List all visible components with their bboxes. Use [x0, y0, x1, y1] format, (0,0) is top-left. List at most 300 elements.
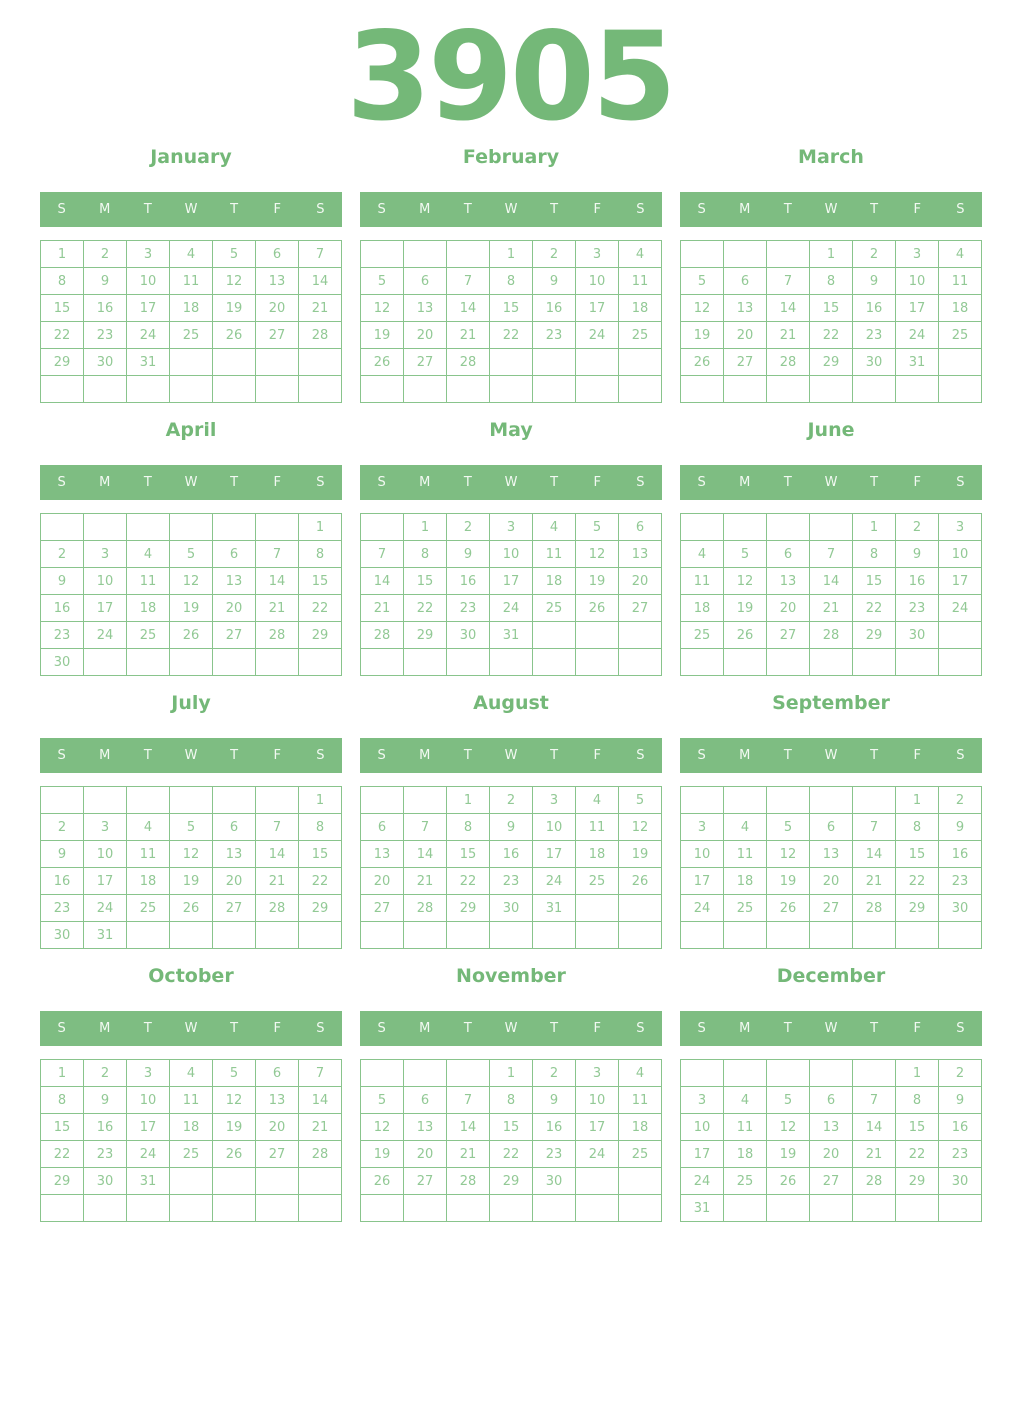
day-cell: 3 — [681, 1087, 724, 1114]
empty-day-cell — [170, 1195, 213, 1222]
empty-day-cell — [447, 1060, 490, 1087]
day-cell: 23 — [896, 595, 939, 622]
day-cell: 11 — [619, 268, 662, 295]
weekday-header-row — [40, 1011, 342, 1046]
day-cell: 16 — [533, 1114, 576, 1141]
empty-day-cell — [490, 922, 533, 949]
empty-day-cell — [724, 649, 767, 676]
day-cell: 8 — [853, 541, 896, 568]
day-cell: 9 — [533, 268, 576, 295]
weekday-label: S — [956, 1021, 965, 1036]
day-cell: 5 — [170, 814, 213, 841]
week-row — [361, 322, 662, 349]
day-cell: 14 — [853, 1114, 896, 1141]
week-row — [681, 841, 982, 868]
empty-day-cell — [681, 787, 724, 814]
day-cell: 13 — [619, 541, 662, 568]
day-cell: 21 — [810, 595, 853, 622]
day-cell: 15 — [896, 841, 939, 868]
weekday-label: T — [463, 1021, 472, 1036]
empty-day-cell — [724, 922, 767, 949]
day-cell: 17 — [533, 841, 576, 868]
day-cell: 8 — [404, 541, 447, 568]
day-cell: 20 — [404, 1141, 447, 1168]
day-cell: 18 — [170, 295, 213, 322]
day-cell: 5 — [213, 241, 256, 268]
empty-day-cell — [767, 1060, 810, 1087]
week-row — [41, 649, 342, 676]
weekday-label: M — [99, 1021, 111, 1036]
weekday-label: W — [184, 1021, 198, 1036]
empty-day-cell — [404, 1060, 447, 1087]
day-cell: 19 — [361, 322, 404, 349]
weekday-label: T — [143, 475, 152, 490]
weekday-label: S — [316, 748, 325, 763]
week-row — [41, 349, 342, 376]
empty-day-cell — [170, 787, 213, 814]
month-grid — [680, 240, 982, 403]
day-cell: 2 — [853, 241, 896, 268]
day-cell: 8 — [41, 268, 84, 295]
empty-day-cell — [299, 1195, 342, 1222]
day-cell: 26 — [619, 868, 662, 895]
week-row — [681, 268, 982, 295]
day-cell: 12 — [619, 814, 662, 841]
month-grid — [680, 786, 982, 949]
weekday-label: S — [697, 202, 706, 217]
weekday-label: F — [593, 748, 602, 763]
empty-day-cell — [299, 349, 342, 376]
day-cell: 17 — [84, 868, 127, 895]
day-cell: 21 — [767, 322, 810, 349]
empty-day-cell — [299, 376, 342, 403]
day-cell: 6 — [810, 814, 853, 841]
empty-day-cell — [256, 649, 299, 676]
week-row — [681, 541, 982, 568]
weekday-label: W — [504, 475, 518, 490]
weekday-label: T — [230, 748, 239, 763]
week-row — [681, 322, 982, 349]
day-cell: 25 — [724, 895, 767, 922]
weekday-label: F — [593, 202, 602, 217]
empty-day-cell — [84, 1195, 127, 1222]
day-cell: 23 — [41, 622, 84, 649]
empty-day-cell — [127, 1195, 170, 1222]
day-cell: 5 — [767, 1087, 810, 1114]
weekday-label: S — [697, 1021, 706, 1036]
weekday-header-row — [680, 738, 982, 773]
empty-day-cell — [127, 514, 170, 541]
empty-day-cell — [619, 649, 662, 676]
day-cell: 31 — [896, 349, 939, 376]
day-cell: 20 — [619, 568, 662, 595]
weekday-label: W — [824, 748, 838, 763]
empty-day-cell — [41, 787, 84, 814]
weekday-label: T — [230, 1021, 239, 1036]
week-row — [681, 514, 982, 541]
day-cell: 9 — [447, 541, 490, 568]
day-cell: 27 — [810, 1168, 853, 1195]
day-cell: 21 — [299, 1114, 342, 1141]
empty-day-cell — [213, 1195, 256, 1222]
day-cell: 24 — [939, 595, 982, 622]
month-section-august — [360, 692, 662, 949]
day-cell: 15 — [447, 841, 490, 868]
day-cell: 24 — [576, 322, 619, 349]
day-cell: 17 — [84, 595, 127, 622]
day-cell: 25 — [533, 595, 576, 622]
empty-day-cell — [939, 376, 982, 403]
day-cell: 25 — [576, 868, 619, 895]
day-cell: 30 — [84, 349, 127, 376]
day-cell: 10 — [127, 268, 170, 295]
week-row — [41, 376, 342, 403]
weekday-label: F — [273, 1021, 282, 1036]
empty-day-cell — [767, 1195, 810, 1222]
empty-day-cell — [361, 1060, 404, 1087]
day-cell: 3 — [127, 241, 170, 268]
day-cell: 22 — [490, 1141, 533, 1168]
day-cell: 19 — [619, 841, 662, 868]
week-row — [681, 1060, 982, 1087]
day-cell: 10 — [533, 814, 576, 841]
empty-day-cell — [619, 376, 662, 403]
weekday-label: M — [419, 202, 431, 217]
day-cell: 13 — [724, 295, 767, 322]
week-row — [361, 541, 662, 568]
day-cell: 10 — [490, 541, 533, 568]
month-grid — [40, 240, 342, 403]
weekday-label: T — [463, 748, 472, 763]
empty-day-cell — [939, 922, 982, 949]
day-cell: 7 — [256, 814, 299, 841]
week-row — [41, 622, 342, 649]
empty-day-cell — [767, 514, 810, 541]
day-cell: 4 — [619, 241, 662, 268]
month-title: January — [150, 146, 232, 168]
empty-day-cell — [213, 922, 256, 949]
empty-day-cell — [213, 649, 256, 676]
day-cell: 29 — [41, 1168, 84, 1195]
day-cell: 11 — [170, 268, 213, 295]
day-cell: 7 — [810, 541, 853, 568]
weekday-label: T — [550, 748, 559, 763]
day-cell: 28 — [361, 622, 404, 649]
empty-day-cell — [576, 922, 619, 949]
day-cell: 4 — [533, 514, 576, 541]
day-cell: 9 — [84, 1087, 127, 1114]
weekday-label: F — [913, 748, 922, 763]
month-title: June — [807, 419, 855, 441]
weekday-label: F — [913, 1021, 922, 1036]
day-cell: 1 — [490, 241, 533, 268]
day-cell: 18 — [724, 868, 767, 895]
empty-day-cell — [170, 922, 213, 949]
day-cell: 19 — [213, 295, 256, 322]
empty-day-cell — [404, 241, 447, 268]
month-title: February — [462, 146, 560, 168]
empty-day-cell — [84, 787, 127, 814]
weekday-label: T — [550, 1021, 559, 1036]
day-cell: 19 — [681, 322, 724, 349]
month-title: August — [473, 692, 549, 714]
empty-day-cell — [84, 376, 127, 403]
day-cell: 5 — [361, 268, 404, 295]
day-cell: 22 — [41, 1141, 84, 1168]
day-cell: 12 — [724, 568, 767, 595]
day-cell: 19 — [724, 595, 767, 622]
day-cell: 15 — [853, 568, 896, 595]
weekday-header-row — [40, 738, 342, 773]
month-section-may — [360, 419, 662, 676]
empty-day-cell — [213, 514, 256, 541]
day-cell: 23 — [533, 322, 576, 349]
empty-day-cell — [404, 1195, 447, 1222]
week-row — [361, 1060, 662, 1087]
day-cell: 5 — [361, 1087, 404, 1114]
week-row — [681, 595, 982, 622]
day-cell: 9 — [896, 541, 939, 568]
month-section-january — [40, 146, 342, 403]
day-cell: 10 — [84, 568, 127, 595]
weekday-label: S — [956, 475, 965, 490]
month-grid — [360, 513, 662, 676]
day-cell: 21 — [256, 868, 299, 895]
empty-day-cell — [213, 1168, 256, 1195]
empty-day-cell — [619, 1195, 662, 1222]
empty-day-cell — [939, 349, 982, 376]
day-cell: 4 — [939, 241, 982, 268]
empty-day-cell — [853, 376, 896, 403]
empty-day-cell — [127, 649, 170, 676]
day-cell: 18 — [939, 295, 982, 322]
day-cell: 17 — [127, 1114, 170, 1141]
weekday-label: S — [57, 1021, 66, 1036]
weekday-label: M — [419, 748, 431, 763]
weekday-label: S — [636, 748, 645, 763]
empty-day-cell — [576, 1195, 619, 1222]
weekday-label: T — [783, 475, 792, 490]
day-cell: 23 — [939, 868, 982, 895]
month-section-april — [40, 419, 342, 676]
empty-day-cell — [256, 376, 299, 403]
empty-day-cell — [619, 922, 662, 949]
day-cell: 11 — [724, 841, 767, 868]
day-cell: 9 — [84, 268, 127, 295]
month-title: November — [456, 965, 566, 987]
empty-day-cell — [533, 649, 576, 676]
day-cell: 18 — [619, 1114, 662, 1141]
week-row — [361, 595, 662, 622]
week-row — [361, 1087, 662, 1114]
day-cell: 27 — [767, 622, 810, 649]
month-section-december — [680, 965, 982, 1222]
day-cell: 28 — [256, 895, 299, 922]
empty-day-cell — [41, 514, 84, 541]
day-cell: 7 — [299, 241, 342, 268]
week-row — [681, 814, 982, 841]
day-cell: 20 — [810, 1141, 853, 1168]
week-row — [41, 1060, 342, 1087]
weekday-label: S — [956, 202, 965, 217]
day-cell: 6 — [361, 814, 404, 841]
day-cell: 31 — [490, 622, 533, 649]
day-cell: 12 — [681, 295, 724, 322]
day-cell: 14 — [361, 568, 404, 595]
month-grid — [680, 513, 982, 676]
day-cell: 18 — [533, 568, 576, 595]
empty-day-cell — [853, 1060, 896, 1087]
empty-day-cell — [447, 1195, 490, 1222]
day-cell: 23 — [853, 322, 896, 349]
empty-day-cell — [767, 649, 810, 676]
day-cell: 9 — [853, 268, 896, 295]
day-cell: 24 — [681, 895, 724, 922]
weekday-label: S — [636, 1021, 645, 1036]
day-cell: 1 — [447, 787, 490, 814]
empty-day-cell — [256, 349, 299, 376]
empty-day-cell — [490, 649, 533, 676]
day-cell: 6 — [767, 541, 810, 568]
weekday-header-row — [360, 1011, 662, 1046]
day-cell: 15 — [299, 841, 342, 868]
empty-day-cell — [361, 376, 404, 403]
day-cell: 1 — [810, 241, 853, 268]
day-cell: 11 — [681, 568, 724, 595]
empty-day-cell — [939, 622, 982, 649]
empty-day-cell — [361, 241, 404, 268]
day-cell: 27 — [404, 1168, 447, 1195]
day-cell: 4 — [127, 541, 170, 568]
day-cell: 14 — [404, 841, 447, 868]
day-cell: 6 — [213, 814, 256, 841]
day-cell: 2 — [939, 1060, 982, 1087]
empty-day-cell — [41, 1195, 84, 1222]
day-cell: 30 — [896, 622, 939, 649]
day-cell: 19 — [170, 868, 213, 895]
week-row — [361, 787, 662, 814]
day-cell: 26 — [213, 1141, 256, 1168]
empty-day-cell — [256, 1195, 299, 1222]
empty-day-cell — [170, 649, 213, 676]
weekday-label: S — [316, 475, 325, 490]
weekday-header-row — [680, 1011, 982, 1046]
empty-day-cell — [810, 514, 853, 541]
day-cell: 19 — [170, 595, 213, 622]
calendar-grid — [0, 124, 1020, 1222]
day-cell: 14 — [853, 841, 896, 868]
weekday-label: F — [273, 748, 282, 763]
day-cell: 3 — [939, 514, 982, 541]
empty-day-cell — [404, 787, 447, 814]
weekday-label: M — [419, 475, 431, 490]
day-cell: 9 — [533, 1087, 576, 1114]
month-section-march — [680, 146, 982, 403]
weekday-label: T — [870, 748, 879, 763]
empty-day-cell — [404, 922, 447, 949]
day-cell: 12 — [213, 1087, 256, 1114]
day-cell: 7 — [447, 1087, 490, 1114]
empty-day-cell — [810, 1060, 853, 1087]
day-cell: 5 — [213, 1060, 256, 1087]
day-cell: 2 — [447, 514, 490, 541]
empty-day-cell — [404, 649, 447, 676]
day-cell: 21 — [447, 1141, 490, 1168]
day-cell: 26 — [361, 1168, 404, 1195]
day-cell: 12 — [213, 268, 256, 295]
week-row — [681, 649, 982, 676]
empty-day-cell — [576, 376, 619, 403]
day-cell: 27 — [404, 349, 447, 376]
week-row — [681, 787, 982, 814]
day-cell: 8 — [896, 814, 939, 841]
day-cell: 9 — [41, 841, 84, 868]
day-cell: 1 — [490, 1060, 533, 1087]
day-cell: 20 — [767, 595, 810, 622]
month-title: March — [798, 146, 864, 168]
weekday-header-row — [40, 465, 342, 500]
week-row — [41, 595, 342, 622]
day-cell: 21 — [853, 868, 896, 895]
empty-day-cell — [724, 376, 767, 403]
day-cell: 23 — [490, 868, 533, 895]
empty-day-cell — [533, 349, 576, 376]
day-cell: 21 — [404, 868, 447, 895]
day-cell: 5 — [170, 541, 213, 568]
day-cell: 3 — [84, 814, 127, 841]
week-row — [361, 1195, 662, 1222]
day-cell: 19 — [361, 1141, 404, 1168]
empty-day-cell — [576, 649, 619, 676]
day-cell: 29 — [896, 1168, 939, 1195]
day-cell: 8 — [810, 268, 853, 295]
month-title: July — [171, 692, 211, 714]
empty-day-cell — [767, 787, 810, 814]
day-cell: 26 — [681, 349, 724, 376]
day-cell: 15 — [490, 295, 533, 322]
week-row — [361, 268, 662, 295]
day-cell: 30 — [41, 649, 84, 676]
empty-day-cell — [170, 349, 213, 376]
day-cell: 25 — [127, 895, 170, 922]
week-row — [681, 295, 982, 322]
day-cell: 4 — [576, 787, 619, 814]
empty-day-cell — [447, 922, 490, 949]
day-cell: 27 — [256, 1141, 299, 1168]
day-cell: 17 — [576, 295, 619, 322]
day-cell: 30 — [533, 1168, 576, 1195]
day-cell: 12 — [170, 568, 213, 595]
day-cell: 20 — [810, 868, 853, 895]
day-cell: 30 — [939, 895, 982, 922]
empty-day-cell — [490, 349, 533, 376]
day-cell: 13 — [256, 268, 299, 295]
weekday-label: M — [99, 748, 111, 763]
day-cell: 1 — [299, 787, 342, 814]
week-row — [361, 514, 662, 541]
week-row — [361, 868, 662, 895]
weekday-label: T — [783, 202, 792, 217]
day-cell: 12 — [170, 841, 213, 868]
empty-day-cell — [939, 649, 982, 676]
day-cell: 25 — [619, 322, 662, 349]
day-cell: 16 — [447, 568, 490, 595]
day-cell: 6 — [404, 268, 447, 295]
weekday-label: W — [824, 1021, 838, 1036]
week-row — [681, 1114, 982, 1141]
empty-day-cell — [853, 649, 896, 676]
month-section-september — [680, 692, 982, 949]
